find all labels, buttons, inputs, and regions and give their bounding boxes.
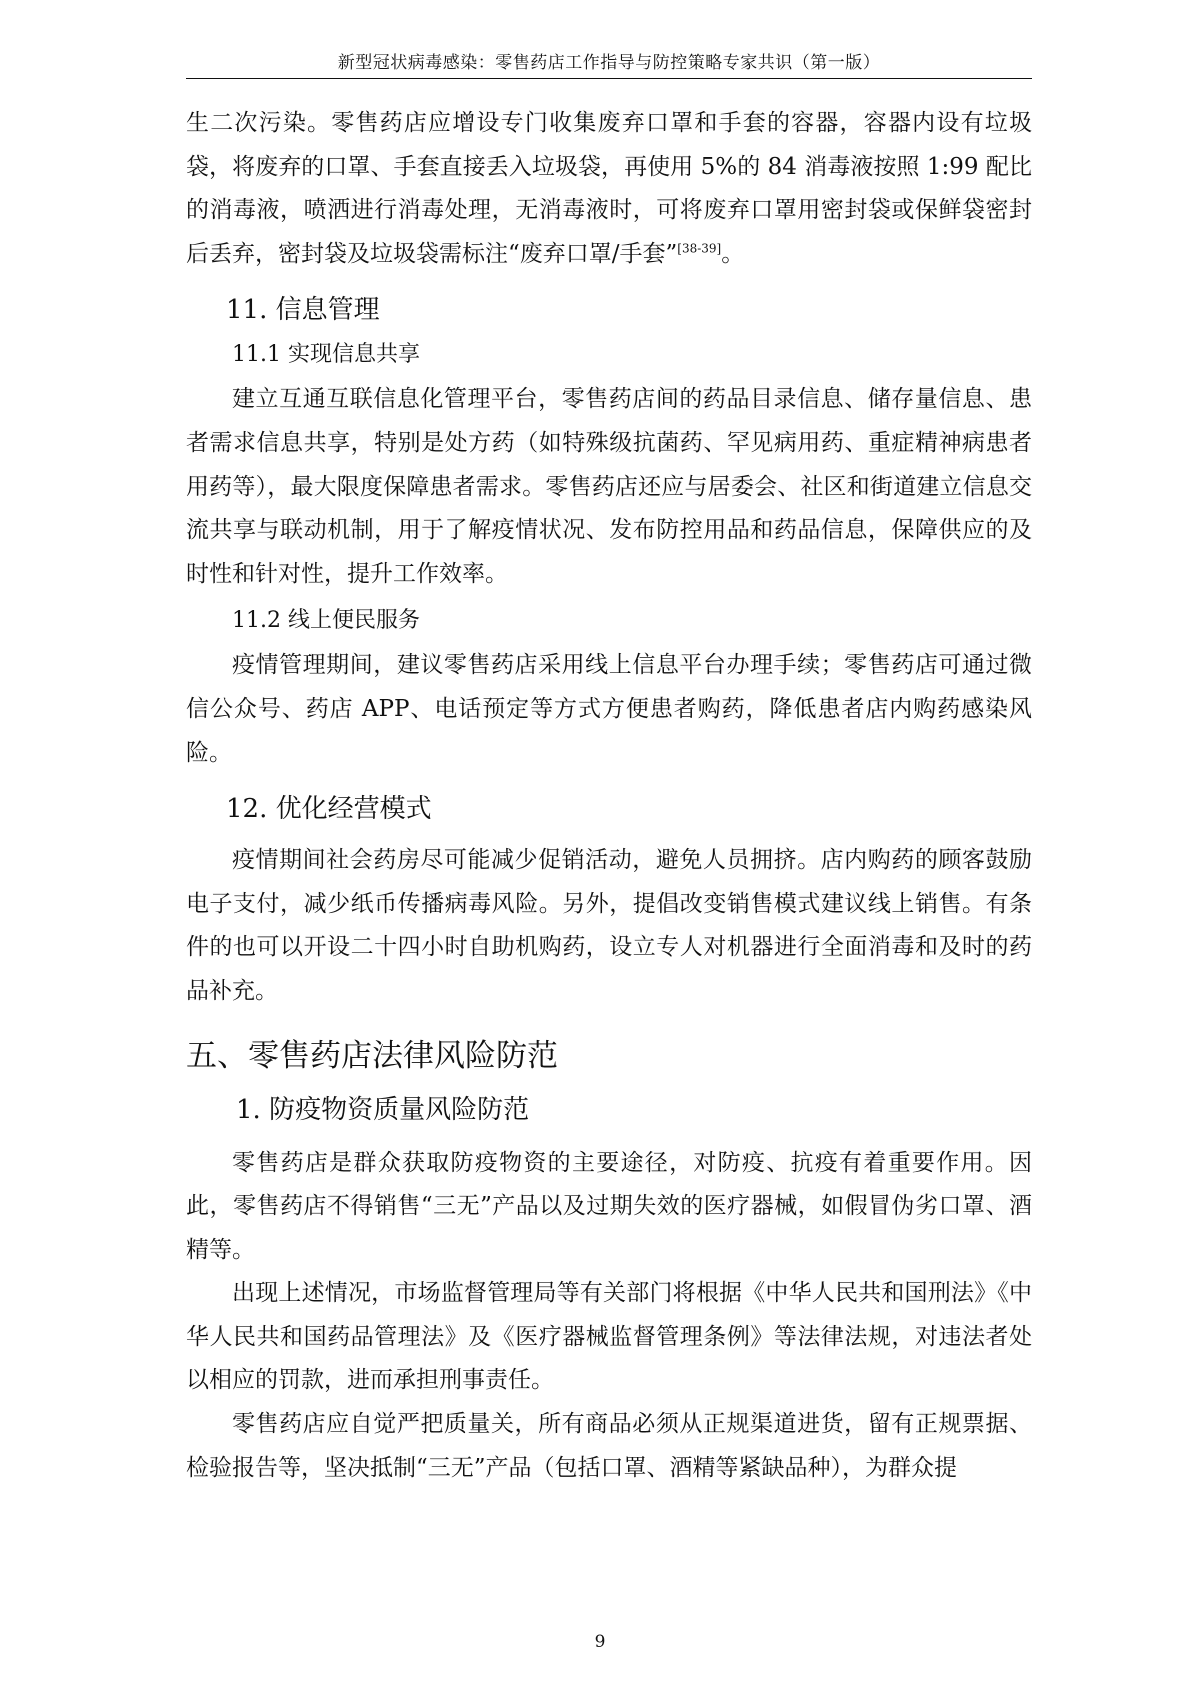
paragraph-5-1-b: 出现上述情况，市场监督管理局等有关部门将根据《中华人民共和国刑法》《中华人民共和国药品管理法》及《医疗器械监督管理条例》等法律法规，对违法者处以相应的罚款，进而承担刑事责任。 — [186, 1280, 1032, 1394]
paragraph-intro-end: 。 — [721, 240, 745, 267]
header-rule — [186, 78, 1032, 79]
running-header: 新型冠状病毒感染：零售药店工作指导与防控策略专家共识（第一版） — [337, 53, 881, 73]
paragraph-intro-text: 生二次污染。零售药店应增设专门收集废弃口罩和手套的容器，容器内设有垃圾袋，将废弃的口罩、手套直接丢入垃圾袋，再使用 5%的 84 消毒液按照 1:99 配比的消毒液，喷洒进行消毒处理，无消毒液时，可将废弃口罩用密封袋或保鲜袋密封后丢弃，密封袋及垃圾袋需标注“废弃口罩/手套” — [186, 110, 1032, 267]
section-11-heading: 11. 信息管理 — [226, 295, 380, 326]
page-content — [186, 102, 1032, 1490]
paragraph-intro — [186, 102, 1032, 276]
section-11-2-heading: 11.2 线上便民服务 — [232, 608, 420, 634]
paragraph-12: 疫情期间社会药房尽可能减少促销活动，避免人员拥挤。店内购药的顾客鼓励电子支付，减少纸币传播病毒风险。另外，提倡改变销售模式建议线上销售。有条件的也可以开设二十四小时自助机购药，设立专人对机器进行全面消毒和及时的药品补充。 — [186, 847, 1032, 1004]
section-11-1-heading: 11.1 实现信息共享 — [232, 342, 420, 368]
chapter-5-heading: 五、零售药店法律风险防范 — [186, 1037, 558, 1074]
citation-38-39: [38-39] — [677, 241, 722, 256]
section-5-1-heading: 1. 防疫物资质量风险防范 — [236, 1094, 530, 1125]
paragraph-11-1: 建立互通互联信息化管理平台，零售药店间的药品目录信息、储存量信息、患者需求信息共享，特别是处方药（如特殊级抗菌药、罕见病用药、重症精神病患者用药等），最大限度保障患者需求。零售药店还应与居委会、社区和街道建立信息交流共享与联动机制，用于了解疫情状况、发布防控用品和药品信息，保障供应的及时性和针对性，提升工作效率。 — [186, 386, 1032, 587]
paragraph-5-1-c: 零售药店应自觉严把质量关，所有商品必须从正规渠道进货，留有正规票据、检验报告等，坚决抵制“三无”产品（包括口罩、酒精等紧缺品种），为群众提 — [186, 1411, 1032, 1481]
page-number: 9 — [594, 1632, 606, 1652]
paragraph-11-2: 疫情管理期间，建议零售药店采用线上信息平台办理手续；零售药店可通过微信公众号、药店 APP、电话预定等方式方便患者购药，降低患者店内购药感染风险。 — [186, 652, 1032, 766]
paragraph-5-1-a: 零售药店是群众获取防疫物资的主要途径，对防疫、抗疫有着重要作用。因此，零售药店不得销售“三无”产品以及过期失效的医疗器械，如假冒伪劣口罩、酒精等。 — [186, 1149, 1032, 1263]
section-12-heading: 12. 优化经营模式 — [226, 794, 432, 825]
